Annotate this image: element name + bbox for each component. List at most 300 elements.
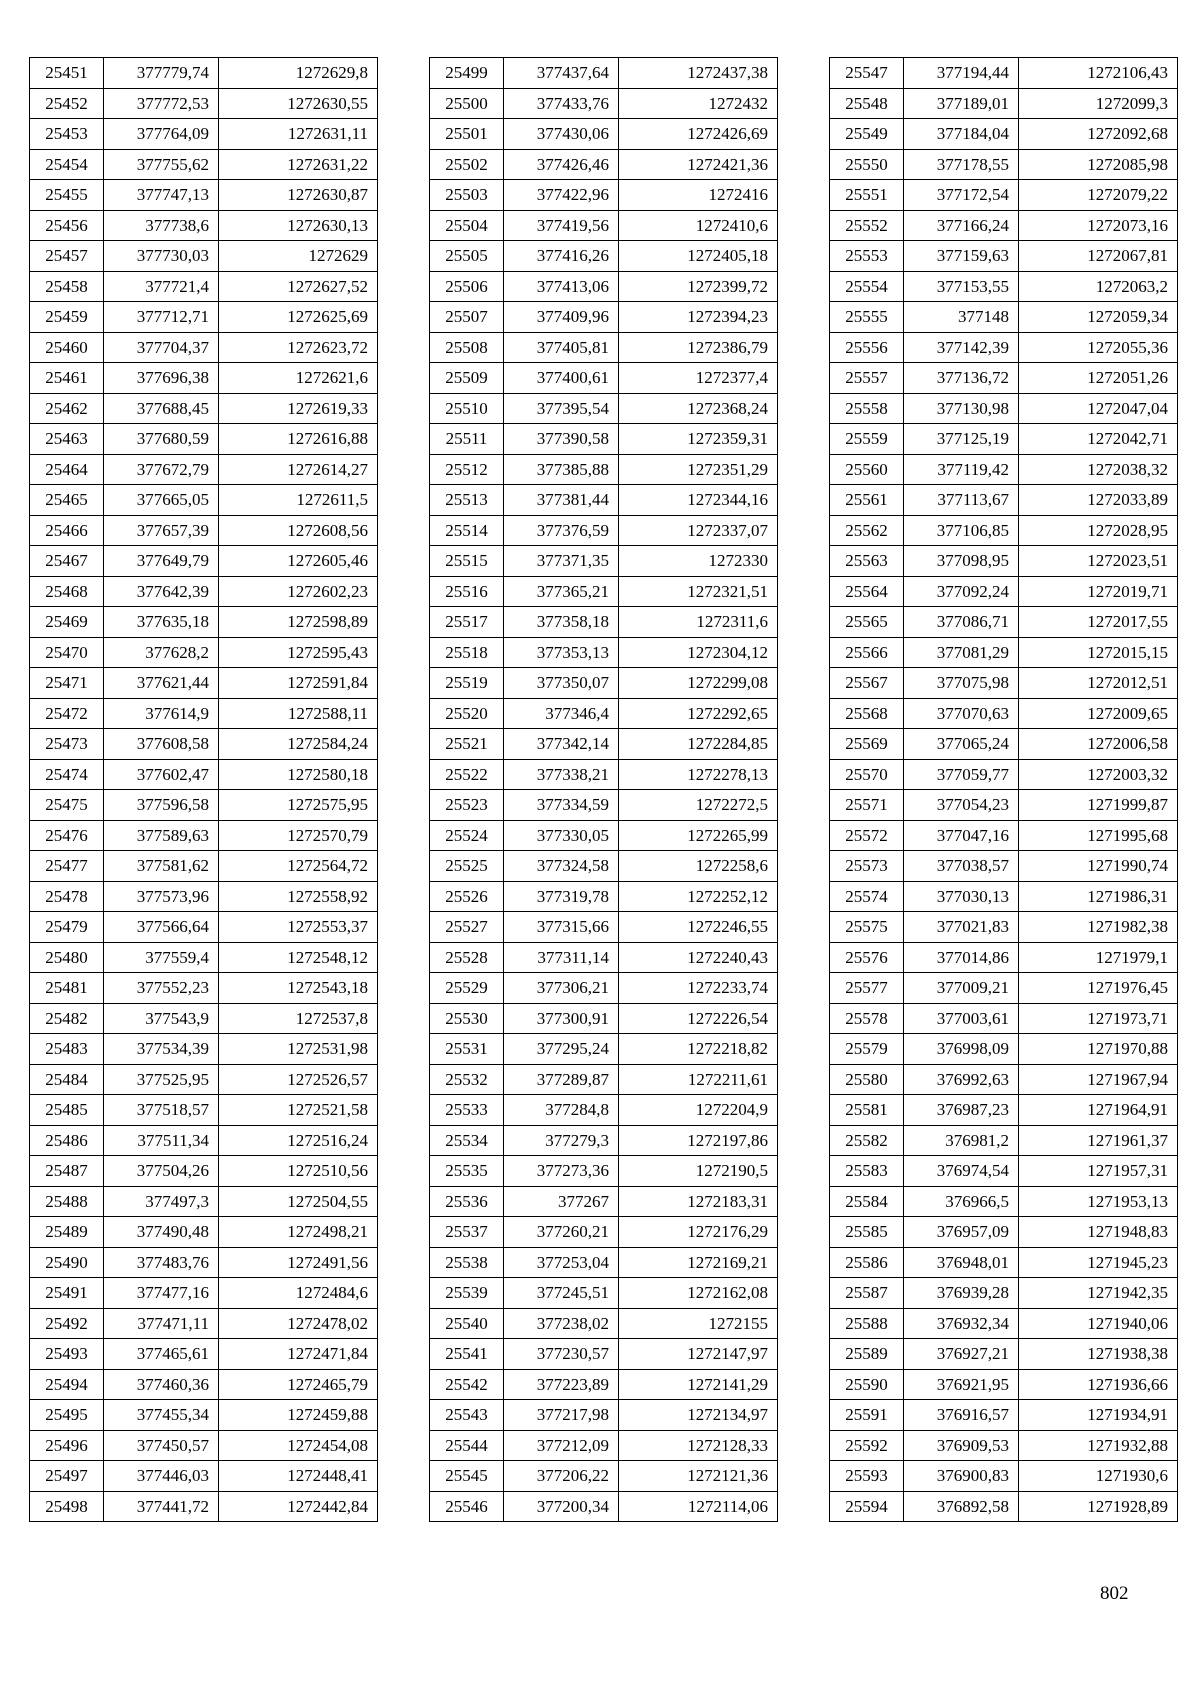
table-row	[430, 576, 778, 607]
point-number-cell: 25457	[30, 241, 104, 272]
point-number-cell: 25586	[830, 1247, 904, 1278]
x-coordinate-cell: 377602,47	[104, 759, 219, 790]
y-coordinate-cell: 1272134,97	[619, 1400, 778, 1431]
point-number-cell: 25516	[430, 576, 504, 607]
point-number-cell: 25479	[30, 912, 104, 943]
point-number-cell: 25464	[30, 454, 104, 485]
x-coordinate-cell: 377159,63	[904, 241, 1019, 272]
table-row	[430, 881, 778, 912]
table-row	[30, 881, 378, 912]
y-coordinate-cell: 1272337,07	[619, 515, 778, 546]
y-coordinate-cell: 1272258,6	[619, 851, 778, 882]
y-coordinate-cell: 1272162,08	[619, 1278, 778, 1309]
y-coordinate-cell: 1272580,18	[219, 759, 378, 790]
y-coordinate-cell: 1272304,12	[619, 637, 778, 668]
x-coordinate-cell: 377730,03	[104, 241, 219, 272]
point-number-cell: 25589	[830, 1339, 904, 1370]
table-row	[430, 668, 778, 699]
point-number-cell: 25521	[430, 729, 504, 760]
y-coordinate-cell: 1272621,6	[219, 363, 378, 394]
y-coordinate-cell: 1272128,33	[619, 1430, 778, 1461]
point-number-cell: 25481	[30, 973, 104, 1004]
coordinate-table-2	[429, 57, 778, 1522]
y-coordinate-cell: 1271957,31	[1019, 1156, 1178, 1187]
table-row	[430, 1095, 778, 1126]
table-row	[830, 1003, 1178, 1034]
table-row	[430, 729, 778, 760]
x-coordinate-cell: 377441,72	[104, 1491, 219, 1522]
point-number-cell: 25502	[430, 149, 504, 180]
point-number-cell: 25532	[430, 1064, 504, 1095]
x-coordinate-cell: 377422,96	[504, 180, 619, 211]
x-coordinate-cell: 377353,13	[504, 637, 619, 668]
x-coordinate-cell: 377409,96	[504, 302, 619, 333]
table-row	[430, 1217, 778, 1248]
table-row	[430, 1247, 778, 1278]
y-coordinate-cell: 1272631,11	[219, 119, 378, 150]
x-coordinate-cell: 377426,46	[504, 149, 619, 180]
y-coordinate-cell: 1272410,6	[619, 210, 778, 241]
x-coordinate-cell: 376939,28	[904, 1278, 1019, 1309]
y-coordinate-cell: 1272421,36	[619, 149, 778, 180]
x-coordinate-cell: 377680,59	[104, 424, 219, 455]
table-row	[30, 1400, 378, 1431]
y-coordinate-cell: 1272311,6	[619, 607, 778, 638]
y-coordinate-cell: 1272092,68	[1019, 119, 1178, 150]
table-row	[830, 180, 1178, 211]
point-number-cell: 25499	[430, 58, 504, 89]
y-coordinate-cell: 1272588,11	[219, 698, 378, 729]
point-number-cell: 25591	[830, 1400, 904, 1431]
point-number-cell: 25513	[430, 485, 504, 516]
y-coordinate-cell: 1271986,31	[1019, 881, 1178, 912]
y-coordinate-cell: 1272465,79	[219, 1369, 378, 1400]
y-coordinate-cell: 1272548,12	[219, 942, 378, 973]
table-row	[830, 1339, 1178, 1370]
coordinate-table-body	[30, 58, 378, 1522]
y-coordinate-cell: 1271930,6	[1019, 1461, 1178, 1492]
y-coordinate-cell: 1271948,83	[1019, 1217, 1178, 1248]
x-coordinate-cell: 377021,83	[904, 912, 1019, 943]
point-number-cell: 25493	[30, 1339, 104, 1370]
x-coordinate-cell: 376921,95	[904, 1369, 1019, 1400]
y-coordinate-cell: 1272204,9	[619, 1095, 778, 1126]
x-coordinate-cell: 377106,85	[904, 515, 1019, 546]
table-row	[430, 119, 778, 150]
table-row	[430, 58, 778, 89]
point-number-cell: 25531	[430, 1034, 504, 1065]
x-coordinate-cell: 377649,79	[104, 546, 219, 577]
point-number-cell: 25534	[430, 1125, 504, 1156]
y-coordinate-cell: 1272067,81	[1019, 241, 1178, 272]
x-coordinate-cell: 376916,57	[904, 1400, 1019, 1431]
table-row	[30, 241, 378, 272]
point-number-cell: 25557	[830, 363, 904, 394]
table-row	[30, 271, 378, 302]
point-number-cell: 25487	[30, 1156, 104, 1187]
y-coordinate-cell: 1272629,8	[219, 58, 378, 89]
table-row	[830, 149, 1178, 180]
y-coordinate-cell: 1272630,13	[219, 210, 378, 241]
point-number-cell: 25491	[30, 1278, 104, 1309]
point-number-cell: 25566	[830, 637, 904, 668]
table-row	[30, 88, 378, 119]
x-coordinate-cell: 377413,06	[504, 271, 619, 302]
x-coordinate-cell: 377300,91	[504, 1003, 619, 1034]
table-row	[830, 363, 1178, 394]
point-number-cell: 25568	[830, 698, 904, 729]
y-coordinate-cell: 1272211,61	[619, 1064, 778, 1095]
table-row	[830, 1034, 1178, 1065]
y-coordinate-cell: 1272521,58	[219, 1095, 378, 1126]
point-number-cell: 25512	[430, 454, 504, 485]
point-number-cell: 25469	[30, 607, 104, 638]
point-number-cell: 25461	[30, 363, 104, 394]
x-coordinate-cell: 377142,39	[904, 332, 1019, 363]
x-coordinate-cell: 377136,72	[904, 363, 1019, 394]
point-number-cell: 25572	[830, 820, 904, 851]
y-coordinate-cell: 1272051,26	[1019, 363, 1178, 394]
point-number-cell: 25517	[430, 607, 504, 638]
x-coordinate-cell: 377405,81	[504, 332, 619, 363]
x-coordinate-cell: 377194,44	[904, 58, 1019, 89]
point-number-cell: 25451	[30, 58, 104, 89]
x-coordinate-cell: 376966,5	[904, 1186, 1019, 1217]
y-coordinate-cell: 1272399,72	[619, 271, 778, 302]
x-coordinate-cell: 377416,26	[504, 241, 619, 272]
point-number-cell: 25492	[30, 1308, 104, 1339]
table-row	[30, 180, 378, 211]
coordinate-table-body	[430, 58, 778, 1522]
table-row	[830, 454, 1178, 485]
table-row	[830, 881, 1178, 912]
y-coordinate-cell: 1272619,33	[219, 393, 378, 424]
y-coordinate-cell: 1272106,43	[1019, 58, 1178, 89]
table-row	[830, 1369, 1178, 1400]
point-number-cell: 25522	[430, 759, 504, 790]
table-row	[830, 88, 1178, 119]
y-coordinate-cell: 1272584,24	[219, 729, 378, 760]
table-row	[830, 424, 1178, 455]
y-coordinate-cell: 1271928,89	[1019, 1491, 1178, 1522]
table-row	[30, 1247, 378, 1278]
x-coordinate-cell: 377390,58	[504, 424, 619, 455]
x-coordinate-cell: 377772,53	[104, 88, 219, 119]
y-coordinate-cell: 1272047,04	[1019, 393, 1178, 424]
x-coordinate-cell: 377009,21	[904, 973, 1019, 1004]
y-coordinate-cell: 1272023,51	[1019, 546, 1178, 577]
x-coordinate-cell: 377148	[904, 302, 1019, 333]
y-coordinate-cell: 1272491,56	[219, 1247, 378, 1278]
table-row	[30, 1064, 378, 1095]
x-coordinate-cell: 377178,55	[904, 149, 1019, 180]
y-coordinate-cell: 1272558,92	[219, 881, 378, 912]
table-row	[430, 1034, 778, 1065]
y-coordinate-cell: 1272553,37	[219, 912, 378, 943]
x-coordinate-cell: 377130,98	[904, 393, 1019, 424]
x-coordinate-cell: 376957,09	[904, 1217, 1019, 1248]
table-row	[430, 698, 778, 729]
point-number-cell: 25477	[30, 851, 104, 882]
x-coordinate-cell: 377704,37	[104, 332, 219, 363]
point-number-cell: 25530	[430, 1003, 504, 1034]
point-number-cell: 25579	[830, 1034, 904, 1065]
point-number-cell: 25496	[30, 1430, 104, 1461]
point-number-cell: 25549	[830, 119, 904, 150]
table-row	[430, 363, 778, 394]
point-number-cell: 25474	[30, 759, 104, 790]
point-number-cell: 25473	[30, 729, 104, 760]
y-coordinate-cell: 1272605,46	[219, 546, 378, 577]
x-coordinate-cell: 377566,64	[104, 912, 219, 943]
table-row	[30, 912, 378, 943]
point-number-cell: 25551	[830, 180, 904, 211]
table-row	[830, 1247, 1178, 1278]
point-number-cell: 25538	[430, 1247, 504, 1278]
y-coordinate-cell: 1272359,31	[619, 424, 778, 455]
point-number-cell: 25573	[830, 851, 904, 882]
point-number-cell: 25529	[430, 973, 504, 1004]
x-coordinate-cell: 377511,34	[104, 1125, 219, 1156]
x-coordinate-cell: 377200,34	[504, 1491, 619, 1522]
y-coordinate-cell: 1272073,16	[1019, 210, 1178, 241]
y-coordinate-cell: 1272426,69	[619, 119, 778, 150]
table-row	[30, 668, 378, 699]
point-number-cell: 25569	[830, 729, 904, 760]
x-coordinate-cell: 377245,51	[504, 1278, 619, 1309]
point-number-cell: 25455	[30, 180, 104, 211]
y-coordinate-cell: 1272386,79	[619, 332, 778, 363]
table-row	[830, 729, 1178, 760]
x-coordinate-cell: 377125,19	[904, 424, 1019, 455]
x-coordinate-cell: 377230,57	[504, 1339, 619, 1370]
table-row	[30, 729, 378, 760]
point-number-cell: 25576	[830, 942, 904, 973]
point-number-cell: 25500	[430, 88, 504, 119]
table-row	[830, 790, 1178, 821]
table-row	[830, 1217, 1178, 1248]
table-row	[30, 1278, 378, 1309]
point-number-cell: 25544	[430, 1430, 504, 1461]
point-number-cell: 25541	[430, 1339, 504, 1370]
x-coordinate-cell: 377747,13	[104, 180, 219, 211]
x-coordinate-cell: 376892,58	[904, 1491, 1019, 1522]
y-coordinate-cell: 1272564,72	[219, 851, 378, 882]
y-coordinate-cell: 1272155	[619, 1308, 778, 1339]
y-coordinate-cell: 1272141,29	[619, 1369, 778, 1400]
table-row	[430, 180, 778, 211]
table-row	[430, 790, 778, 821]
y-coordinate-cell: 1272405,18	[619, 241, 778, 272]
table-row	[430, 88, 778, 119]
point-number-cell: 25519	[430, 668, 504, 699]
point-number-cell: 25480	[30, 942, 104, 973]
x-coordinate-cell: 377014,86	[904, 942, 1019, 973]
table-row	[30, 973, 378, 1004]
x-coordinate-cell: 377581,62	[104, 851, 219, 882]
y-coordinate-cell: 1271967,94	[1019, 1064, 1178, 1095]
x-coordinate-cell: 377596,58	[104, 790, 219, 821]
table-row	[30, 637, 378, 668]
x-coordinate-cell: 377755,62	[104, 149, 219, 180]
y-coordinate-cell: 1272079,22	[1019, 180, 1178, 211]
y-coordinate-cell: 1272272,5	[619, 790, 778, 821]
table-row	[430, 515, 778, 546]
table-row	[30, 1095, 378, 1126]
table-row	[830, 58, 1178, 89]
y-coordinate-cell: 1272321,51	[619, 576, 778, 607]
x-coordinate-cell: 377559,4	[104, 942, 219, 973]
x-coordinate-cell: 376981,2	[904, 1125, 1019, 1156]
y-coordinate-cell: 1272591,84	[219, 668, 378, 699]
point-number-cell: 25484	[30, 1064, 104, 1095]
table-row	[830, 119, 1178, 150]
table-row	[30, 393, 378, 424]
table-row	[430, 149, 778, 180]
point-number-cell: 25482	[30, 1003, 104, 1034]
table-row	[430, 1156, 778, 1187]
x-coordinate-cell: 377688,45	[104, 393, 219, 424]
table-row	[30, 58, 378, 89]
y-coordinate-cell: 1272284,85	[619, 729, 778, 760]
x-coordinate-cell: 377635,18	[104, 607, 219, 638]
point-number-cell: 25470	[30, 637, 104, 668]
page-number: 802	[1100, 1583, 1129, 1604]
x-coordinate-cell: 377573,96	[104, 881, 219, 912]
table-row	[30, 1217, 378, 1248]
x-coordinate-cell: 377665,05	[104, 485, 219, 516]
table-row	[30, 363, 378, 394]
x-coordinate-cell: 377075,98	[904, 668, 1019, 699]
point-number-cell: 25577	[830, 973, 904, 1004]
point-number-cell: 25520	[430, 698, 504, 729]
point-number-cell: 25588	[830, 1308, 904, 1339]
table-row	[30, 485, 378, 516]
table-row	[30, 1369, 378, 1400]
y-coordinate-cell: 1272611,5	[219, 485, 378, 516]
y-coordinate-cell: 1272190,5	[619, 1156, 778, 1187]
x-coordinate-cell: 377552,23	[104, 973, 219, 1004]
table-row	[830, 393, 1178, 424]
y-coordinate-cell: 1272595,43	[219, 637, 378, 668]
y-coordinate-cell: 1272432	[619, 88, 778, 119]
x-coordinate-cell: 377189,01	[904, 88, 1019, 119]
table-row	[30, 1308, 378, 1339]
x-coordinate-cell: 376998,09	[904, 1034, 1019, 1065]
table-row	[30, 149, 378, 180]
table-row	[830, 515, 1178, 546]
point-number-cell: 25543	[430, 1400, 504, 1431]
point-number-cell: 25460	[30, 332, 104, 363]
table-row	[430, 1186, 778, 1217]
x-coordinate-cell: 377672,79	[104, 454, 219, 485]
table-row	[30, 1125, 378, 1156]
y-coordinate-cell: 1272627,52	[219, 271, 378, 302]
table-row	[30, 698, 378, 729]
table-row	[830, 332, 1178, 363]
table-row	[430, 241, 778, 272]
point-number-cell: 25518	[430, 637, 504, 668]
point-number-cell: 25508	[430, 332, 504, 363]
x-coordinate-cell: 377376,59	[504, 515, 619, 546]
point-number-cell: 25587	[830, 1278, 904, 1309]
y-coordinate-cell: 1272625,69	[219, 302, 378, 333]
table-row	[830, 912, 1178, 943]
point-number-cell: 25504	[430, 210, 504, 241]
y-coordinate-cell: 1272504,55	[219, 1186, 378, 1217]
point-number-cell: 25553	[830, 241, 904, 272]
point-number-cell: 25494	[30, 1369, 104, 1400]
table-row	[30, 576, 378, 607]
x-coordinate-cell: 377059,77	[904, 759, 1019, 790]
y-coordinate-cell: 1272498,21	[219, 1217, 378, 1248]
table-row	[430, 302, 778, 333]
y-coordinate-cell: 1272471,84	[219, 1339, 378, 1370]
y-coordinate-cell: 1272526,57	[219, 1064, 378, 1095]
y-coordinate-cell: 1272042,71	[1019, 424, 1178, 455]
coordinate-table-1	[29, 57, 378, 1522]
x-coordinate-cell: 377273,36	[504, 1156, 619, 1187]
x-coordinate-cell: 377284,8	[504, 1095, 619, 1126]
x-coordinate-cell: 377346,4	[504, 698, 619, 729]
x-coordinate-cell: 377543,9	[104, 1003, 219, 1034]
table-row	[830, 241, 1178, 272]
point-number-cell: 25489	[30, 1217, 104, 1248]
point-number-cell: 25454	[30, 149, 104, 180]
x-coordinate-cell: 377381,44	[504, 485, 619, 516]
y-coordinate-cell: 1272015,15	[1019, 637, 1178, 668]
y-coordinate-cell: 1272537,8	[219, 1003, 378, 1034]
table-row	[830, 1156, 1178, 1187]
table-row	[30, 1430, 378, 1461]
y-coordinate-cell: 1272575,95	[219, 790, 378, 821]
point-number-cell: 25525	[430, 851, 504, 882]
x-coordinate-cell: 377119,42	[904, 454, 1019, 485]
point-number-cell: 25456	[30, 210, 104, 241]
y-coordinate-cell: 1272299,08	[619, 668, 778, 699]
point-number-cell: 25476	[30, 820, 104, 851]
y-coordinate-cell: 1272033,89	[1019, 485, 1178, 516]
y-coordinate-cell: 1272246,55	[619, 912, 778, 943]
point-number-cell: 25466	[30, 515, 104, 546]
point-number-cell: 25488	[30, 1186, 104, 1217]
point-number-cell: 25550	[830, 149, 904, 180]
x-coordinate-cell: 377471,11	[104, 1308, 219, 1339]
table-row	[30, 1034, 378, 1065]
x-coordinate-cell: 377446,03	[104, 1461, 219, 1492]
point-number-cell: 25528	[430, 942, 504, 973]
table-row	[430, 1400, 778, 1431]
point-number-cell: 25552	[830, 210, 904, 241]
y-coordinate-cell: 1272063,2	[1019, 271, 1178, 302]
table-row	[830, 973, 1178, 1004]
y-coordinate-cell: 1272240,43	[619, 942, 778, 973]
table-row	[430, 271, 778, 302]
point-number-cell: 25558	[830, 393, 904, 424]
point-number-cell: 25584	[830, 1186, 904, 1217]
point-number-cell: 25542	[430, 1369, 504, 1400]
point-number-cell: 25483	[30, 1034, 104, 1065]
y-coordinate-cell: 1272630,87	[219, 180, 378, 211]
table-row	[830, 302, 1178, 333]
y-coordinate-cell: 1272437,38	[619, 58, 778, 89]
y-coordinate-cell: 1272197,86	[619, 1125, 778, 1156]
point-number-cell: 25590	[830, 1369, 904, 1400]
point-number-cell: 25509	[430, 363, 504, 394]
x-coordinate-cell: 377460,36	[104, 1369, 219, 1400]
table-row	[30, 607, 378, 638]
table-row	[830, 1400, 1178, 1431]
